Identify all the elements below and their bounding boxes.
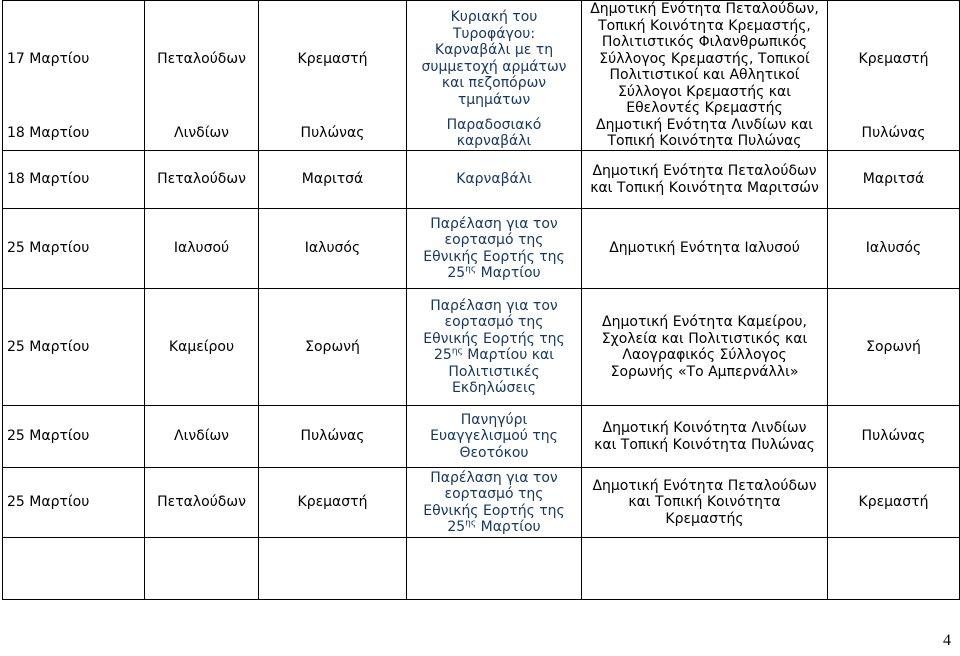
municipality-cell: Πεταλούδων [145, 468, 259, 538]
table-row [3, 209, 960, 289]
event-cell [407, 1, 582, 117]
event-cell-line: τμημάτων [457, 91, 531, 108]
table-row [3, 289, 960, 406]
event-day-suffix: ης [465, 518, 477, 529]
event-cell-line: καρναβάλι [456, 133, 532, 150]
location-cell: Κρεμαστή [828, 468, 960, 538]
organizer-cell [582, 117, 828, 151]
event-month: Μαρτίου και [462, 347, 554, 363]
event-cell [407, 151, 582, 209]
municipality-cell: Λινδίων [145, 117, 259, 151]
organizer-cell-line: και Τοπική Κοινότητα Μαριτσών [590, 179, 819, 196]
organizer-cell-line: Πολιτιστικοί και Αθλητικοί [609, 67, 800, 83]
organizer-cell-line: Τοπική Κοινότητα Πυλώνας [607, 133, 802, 150]
location-cell: Σορωνή [828, 289, 960, 406]
organizer-cell [582, 289, 828, 406]
event-cell-line: Εθνικής Εορτής της [423, 330, 565, 347]
place-cell: Μαριτσά [259, 151, 407, 209]
organizer-cell-line: Δημοτική Ενότητα Πεταλούδων [592, 163, 817, 179]
event-cell-line: Θεοτόκου [459, 444, 529, 461]
organizer-cell-line: Δημοτική Ενότητα Ιαλυσού [609, 240, 800, 257]
event-cell-line: Καρναβάλι με τη [434, 42, 554, 59]
place-cell: Πυλώνας [259, 117, 407, 151]
table-row [3, 406, 960, 468]
organizer-cell-line: Λαογραφικός Σύλλογος [622, 347, 787, 363]
organizer-cell-line: και Τοπική Κοινότητα Πυλώνας [594, 436, 815, 453]
event-cell-line: Πολιτιστικές [448, 363, 540, 380]
table-row [3, 1, 960, 117]
organizer-cell [582, 151, 828, 209]
municipality-cell: Λινδίων [145, 406, 259, 468]
organizer-cell-line: Σύλλογοι Κρεμαστής και [618, 83, 791, 100]
event-cell-line: Κυριακή του [450, 9, 538, 26]
table-row [3, 117, 960, 151]
organizer-cell-line: Πολιτιστικός Φιλανθρωπικός [601, 34, 808, 50]
empty-row [3, 538, 960, 600]
event-date-line [411, 519, 577, 536]
event-month: Μαρτίου [476, 265, 541, 281]
date-cell: 25 Μαρτίου [3, 209, 145, 289]
event-day: 25 [447, 519, 466, 535]
location-cell: Μαριτσά [828, 151, 960, 209]
event-cell-line: συμμετοχή αρμάτων [421, 58, 567, 75]
event-day: 25 [447, 265, 466, 281]
place-cell: Πυλώνας [259, 406, 407, 468]
event-cell-line: Παρέλαση για τον [430, 469, 558, 486]
date-cell: 25 Μαρτίου [3, 289, 145, 406]
organizer-cell-line: Δημοτική Ενότητα Καμείρου, [602, 314, 807, 330]
event-cell-line: Εθνικής Εορτής της [423, 248, 565, 265]
event-cell-line: Ευαγγελισμού της [430, 428, 558, 445]
date-cell: 25 Μαρτίου [3, 406, 145, 468]
event-cell-line: εορτασμό της [444, 232, 544, 248]
event-day-suffix: ης [465, 264, 477, 275]
organizer-cell [582, 468, 828, 538]
event-cell-line: Παρέλαση για τον [430, 297, 558, 314]
organizer-cell-line: Σορωνής «Το Αμπερνάλλι» [610, 363, 799, 380]
empty-cell [407, 538, 582, 600]
organizer-cell-line: και Τοπική Κοινότητα [628, 494, 781, 511]
date-cell: 17 Μαρτίου [3, 1, 145, 117]
empty-cell [3, 538, 145, 600]
location-cell: Κρεμαστή [828, 1, 960, 117]
empty-cell [828, 538, 960, 600]
organizer-cell-line: Δημοτική Ενότητα Πεταλούδων [592, 477, 817, 494]
event-cell-line: και πεζοπόρων [441, 75, 547, 92]
event-cell-line: Πανηγύρι [460, 411, 528, 428]
event-day-suffix: ης [451, 346, 463, 357]
date-cell: 18 Μαρτίου [3, 151, 145, 209]
location-cell: Πυλώνας [828, 117, 960, 151]
organizer-cell-line: Σύλλογος Κρεμαστής, Τοπικοί [599, 50, 810, 67]
place-cell: Σορωνή [259, 289, 407, 406]
event-cell-line: Εκδηλώσεις [452, 380, 536, 396]
event-date-line [411, 347, 577, 364]
organizer-cell-line: Δημοτική Ενότητα Λινδίων και [596, 116, 813, 133]
event-cell [407, 209, 582, 289]
place-cell: Κρεμαστή [259, 468, 407, 538]
table-row [3, 468, 960, 538]
organizer-cell [582, 406, 828, 468]
place-cell: Ιαλυσός [259, 209, 407, 289]
location-cell: Πυλώνας [828, 406, 960, 468]
date-cell: 25 Μαρτίου [3, 468, 145, 538]
event-cell [407, 468, 582, 538]
municipality-cell: Πεταλούδων [145, 151, 259, 209]
organizer-cell [582, 209, 828, 289]
event-cell-line: Παρέλαση για τον [430, 215, 558, 232]
empty-cell [259, 538, 407, 600]
event-cell-line: εορτασμό της [444, 314, 544, 330]
event-day: 25 [434, 347, 452, 363]
organizer-cell-line: Εθελοντές Κρεμαστής [626, 100, 783, 116]
event-cell [407, 289, 582, 406]
date-cell: 18 Μαρτίου [3, 117, 145, 151]
event-date-line [411, 265, 577, 282]
event-cell-line: Εθνικής Εορτής της [423, 502, 565, 519]
municipality-cell: Πεταλούδων [145, 1, 259, 117]
event-cell [407, 117, 582, 151]
place-cell: Κρεμαστή [259, 1, 407, 117]
empty-cell [582, 538, 828, 600]
event-cell-line: εορτασμό της [444, 486, 544, 502]
organizer-cell [582, 1, 828, 117]
event-cell-line: Τυροφάγου: [452, 25, 536, 42]
organizer-cell-line: Δημοτική Κοινότητα Λινδίων [602, 420, 807, 436]
event-month: Μαρτίου [476, 519, 541, 535]
event-cell [407, 406, 582, 468]
events-table-body [3, 1, 960, 600]
event-cell-line: Παραδοσιακό [446, 116, 542, 133]
organizer-cell-line: Σχολεία και Πολιτιστικός και [601, 330, 808, 347]
event-cell-line: Καρναβάλι [456, 171, 532, 188]
empty-cell [145, 538, 259, 600]
organizer-cell-line: Δημοτική Ενότητα Πεταλούδων, [590, 1, 819, 17]
municipality-cell: Ιαλυσού [145, 209, 259, 289]
table-row [3, 151, 960, 209]
organizer-cell-line: Τοπική Κοινότητα Κρεμαστής, [598, 17, 811, 34]
page-number: 4 [943, 632, 951, 649]
location-cell: Ιαλυσός [828, 209, 960, 289]
municipality-cell: Καμείρου [145, 289, 259, 406]
organizer-cell-line: Κρεμαστής [665, 510, 744, 527]
events-table [2, 0, 960, 600]
